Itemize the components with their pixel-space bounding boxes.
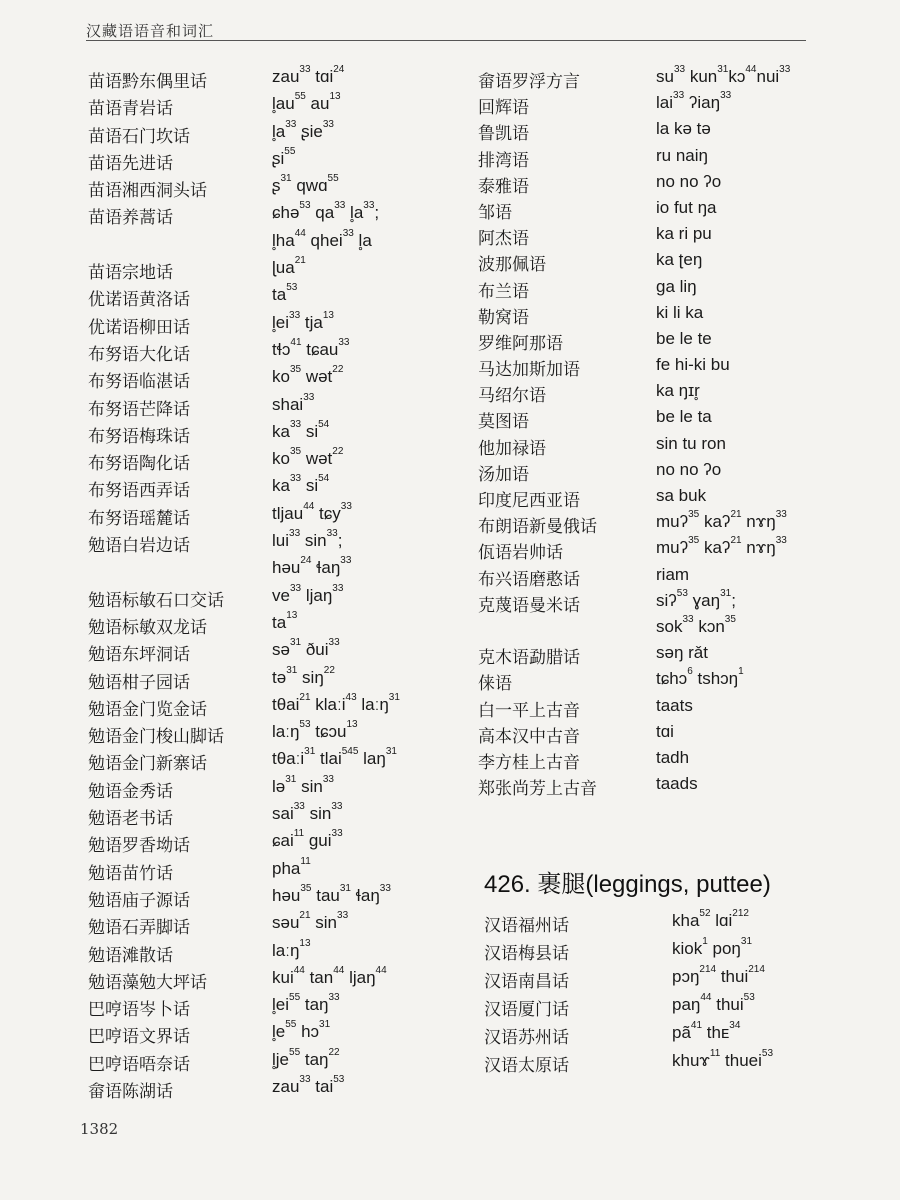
entry-row — [478, 771, 898, 800]
entry-language: 畲语罗浮方言 — [478, 72, 580, 92]
entry-form: $l̥ei^{33}$ tja$^{13}$ — [272, 309, 334, 332]
entry-form: ka ʈeŋ — [656, 250, 703, 270]
entry-language: 白一平上古音 — [478, 700, 580, 721]
entry-row — [88, 146, 448, 173]
entry-row — [478, 247, 898, 276]
entry-form: sin tu ron — [656, 433, 726, 453]
entry-form: tɬɔ$^{41}$ tɕau$^{33}$ — [272, 336, 350, 359]
entry-form: tθaːi$^{31}$ tlai$^{545}$ laŋ$^{31}$ — [272, 746, 397, 769]
entry-row — [478, 404, 898, 433]
entry-language: 泰雅语 — [478, 176, 529, 197]
entry-row — [88, 446, 448, 473]
entry-form: həu$^{35}$ tau$^{31}$ ɬaŋ$^{33}$ — [272, 882, 391, 905]
entry-row — [478, 745, 898, 771]
entry-language: 汉语南昌话 — [484, 972, 569, 992]
entry-form: səu$^{21}$ $\sin^{33}$ — [272, 910, 349, 933]
entry-row — [88, 1074, 448, 1101]
entry-row — [478, 64, 898, 90]
entry-form: kha$^{52}$ lɑi$^{212}$ — [672, 908, 749, 930]
entry-row — [88, 828, 448, 855]
entry-form: zau$^{33}$ tɑi$^{24}$ — [272, 64, 345, 86]
entry-language: 苗语养蒿话 — [88, 208, 173, 229]
entry-form: $ka^{33}$ $si^{54}$ — [272, 473, 330, 496]
entry-form: ka ri pu — [656, 224, 712, 244]
entry-form: $ta^{53}$ — [272, 282, 298, 305]
entry-form: no no ʔo — [656, 171, 722, 191]
entry-row — [88, 1047, 448, 1074]
entry-language: 勉语石弄脚话 — [88, 918, 190, 939]
entry-form: $ko^{35}$ wət$^{22}$ — [272, 446, 344, 469]
entry-form: pha$^{11}$ — [272, 855, 311, 878]
entry-row — [478, 221, 898, 250]
entry-row — [88, 938, 448, 965]
entry-row — [88, 692, 448, 719]
entry-row — [88, 501, 448, 528]
entry-row — [88, 910, 448, 937]
entry-form: taats — [656, 695, 693, 715]
entry-language: 苗语黔东偶里话 — [88, 72, 207, 92]
entry-form: ru naiŋ — [656, 145, 708, 165]
entry-language: 布努语瑶麓话 — [88, 508, 190, 529]
entry-language: 畲语陈湖话 — [88, 1081, 173, 1102]
entry-row — [88, 255, 448, 282]
entry-language: 布兴语磨憨话 — [478, 569, 580, 590]
entry-row — [88, 774, 448, 801]
entry-form: $l̥a^{33}$ ʂie$^{33}$ — [272, 118, 334, 141]
entry-form: tə$^{31}$ siŋ$^{22}$ — [272, 664, 335, 687]
entry-language: 布努语西弄话 — [88, 481, 190, 502]
entry-form: be le ta — [656, 407, 712, 427]
entry-language: 印度尼西亚语 — [478, 491, 580, 511]
entry-language: 李方桂上古音 — [478, 752, 580, 773]
entry-form: kiok$^1$ poŋ$^{31}$ — [672, 936, 753, 958]
entry-language: 汉语厦门话 — [484, 1000, 569, 1020]
entry-language: 罗维阿那语 — [478, 333, 563, 354]
entry-language: 优诺语柳田话 — [88, 317, 190, 338]
entry-language: 马绍尔语 — [478, 386, 546, 407]
entry-language: 勉语金门新寨话 — [88, 754, 207, 775]
entry-language: 勉语白岩边话 — [88, 536, 190, 557]
entry-form: $su^{33}$ kun$^{31}$kɔ$^{44}$nui$^{33}$ — [656, 64, 791, 86]
header-rule — [86, 40, 806, 41]
entry-form: paŋ$^{44}$ thui$^{53}$ — [672, 992, 755, 1014]
entry-form: sə$^{31}$ ðui$^{33}$ — [272, 637, 340, 660]
entry-row — [88, 637, 448, 664]
entry-language: 高本汉中古音 — [478, 726, 580, 747]
entry-row — [88, 965, 448, 992]
entry-form: ki li ka — [656, 302, 704, 322]
entry-row — [478, 562, 898, 588]
entry-form: tɕhɔ$^6$ tshɔŋ$^1$ — [656, 666, 744, 689]
entry-row — [88, 282, 448, 309]
entry-form: tθai$^{21}$ klaːi$^{43}$ laːŋ$^{31}$ — [272, 691, 400, 714]
entry-language: 勉语金门览金话 — [88, 699, 207, 720]
entry-row — [88, 364, 448, 391]
entry-language: 汉语梅县话 — [484, 944, 569, 964]
entry-language: 勒窝语 — [478, 307, 529, 328]
entry-language: 巴哼语岑卜话 — [88, 1000, 190, 1021]
entry-language: 莫图语 — [478, 412, 529, 433]
entry-row — [478, 666, 898, 695]
entry-row — [88, 200, 448, 227]
entry-row — [88, 473, 448, 500]
entry-row — [484, 992, 884, 1020]
entry-row — [88, 528, 448, 555]
entry-form: lə$^{31}$ $\sin^{33}$ — [272, 773, 334, 796]
entry-form: zau$^{33}$ tai$^{53}$ — [272, 1073, 345, 1096]
right-column — [478, 64, 898, 800]
entry-form: no no ʔo — [656, 459, 722, 479]
entry-row — [478, 352, 898, 381]
entry-language: 苗语青岩话 — [88, 99, 173, 120]
entry-form: ʂi$^{55}$ — [272, 145, 296, 168]
entry-form: khuɤ$^{11}$ thuei$^{53}$ — [672, 1048, 774, 1070]
entry-row — [88, 856, 448, 883]
entry-row — [88, 555, 448, 582]
entry-row — [88, 419, 448, 446]
entry-language: 波那佩语 — [478, 255, 546, 276]
entry-form: $ko^{35}$ wət$^{22}$ — [272, 364, 344, 387]
entry-language: 俫语 — [478, 674, 512, 695]
entry-form: tɑi — [656, 721, 674, 741]
entry-row — [478, 90, 898, 119]
entry-row — [478, 509, 898, 538]
entry-language: 巴哼语文界话 — [88, 1027, 190, 1048]
entry-form: lui$^{33}$ $\sin^{33}$; — [272, 528, 343, 551]
entry-form: $ve^{33}$ ljaŋ$^{33}$ — [272, 582, 344, 605]
entry-language: 勉语金门梭山脚话 — [88, 727, 224, 748]
entry-row — [88, 665, 448, 692]
entry-row — [478, 535, 898, 564]
entry-language: 阿杰语 — [478, 229, 529, 250]
section-entries — [484, 908, 884, 1076]
entry-row — [478, 195, 898, 221]
entry-row — [478, 483, 898, 509]
entry-language: 苗语先进话 — [88, 153, 173, 174]
entry-language: 克蔑语曼米话 — [478, 595, 580, 616]
entry-language: 巴哼语唔奈话 — [88, 1054, 190, 1075]
entry-language: 克木语勐腊话 — [478, 648, 580, 669]
entry-language: 他加禄语 — [478, 438, 546, 459]
entry-form: laːŋ$^{13}$ — [272, 937, 311, 960]
entry-form: taads — [656, 774, 698, 794]
entry-row — [478, 588, 898, 614]
entry-form: riam — [656, 564, 690, 584]
entry-row — [88, 610, 448, 637]
entry-form: $l̥ei^{55}$ taŋ$^{33}$ — [272, 992, 340, 1015]
entry-form: muʔ$^{35}$ kaʔ$^{21}$ nɤŋ$^{33}$ — [656, 535, 787, 558]
entry-language: 邹语 — [478, 202, 512, 223]
entry-language: 苗语湘西洞头话 — [88, 181, 207, 202]
entry-form: laːŋ$^{53}$ tɕɔu$^{13}$ — [272, 719, 358, 742]
entry-language: 布兰语 — [478, 281, 529, 302]
entry-row — [88, 801, 448, 828]
entry-row — [88, 583, 448, 610]
entry-form: sok$^{33}$ kɔn$^{35}$ — [656, 613, 736, 636]
entry-language: 佤语岩帅话 — [478, 543, 563, 564]
entry-form: $l̥ha^{44}$ qhei$^{33}$ l̥a — [272, 227, 372, 250]
entry-language: 汤加语 — [478, 464, 529, 485]
entry-language: 勉语庙子源话 — [88, 890, 190, 911]
entry-language: 排湾语 — [478, 150, 529, 171]
entry-language: 优诺语黄洛话 — [88, 290, 190, 311]
entry-row — [478, 143, 898, 169]
entry-language: 勉语标敏双龙话 — [88, 617, 207, 638]
entry-language: 苗语宗地话 — [88, 263, 173, 284]
entry-language: 勉语金秀话 — [88, 781, 173, 802]
entry-form: həu$^{24}$ ɬaŋ$^{33}$ — [272, 555, 352, 578]
entry-language: 勉语藻勉大坪话 — [88, 972, 207, 993]
entry-row — [88, 64, 448, 91]
entry-row — [478, 116, 898, 145]
entry-form: tadh — [656, 747, 690, 767]
entry-row — [478, 169, 898, 195]
entry-language: 勉语标敏石口交话 — [88, 590, 224, 611]
section-title: 426. 裹腿(leggings, puttee) — [484, 871, 771, 898]
entry-form: siʔ$^{53}$ ɣaŋ$^{31}$; — [656, 587, 736, 610]
entry-form: ʂ$^{31}$ qwɑ$^{55}$ — [272, 173, 339, 196]
entry-form: io fut ŋa — [656, 197, 717, 217]
page-number: 1382 — [80, 1120, 119, 1138]
entry-form: tljau$^{44}$ tɕy$^{33}$ — [272, 500, 352, 523]
entry-form: $l̥je^{55}$ taŋ$^{22}$ — [272, 1046, 340, 1069]
entry-row — [88, 91, 448, 118]
entry-row — [88, 173, 448, 200]
entry-language: 苗语石门坎话 — [88, 126, 190, 147]
entry-language: 汉语苏州话 — [484, 1028, 569, 1048]
entry-form: sa buk — [656, 486, 707, 505]
entry-row — [88, 883, 448, 910]
entry-row — [88, 228, 448, 255]
entry-row — [478, 326, 898, 352]
entry-row — [484, 936, 884, 964]
entry-row — [484, 1048, 884, 1076]
entry-form: ɭua$^{21}$ — [272, 255, 306, 278]
entry-language: 布努语临湛话 — [88, 372, 190, 393]
entry-row — [88, 746, 448, 773]
entry-language: 汉语福州话 — [484, 916, 569, 936]
entry-row — [478, 457, 898, 483]
entry-row — [478, 719, 898, 745]
entry-row — [88, 992, 448, 1019]
entry-form: $pã^{41}$ thᴇ$^{34}$ — [672, 1020, 741, 1042]
entry-row — [88, 310, 448, 337]
entry-form: lai$^{33}$ ʔiaŋ$^{33}$ — [656, 90, 732, 113]
entry-row — [484, 1020, 884, 1048]
entry-language: 勉语老书话 — [88, 809, 173, 830]
entry-row — [478, 378, 898, 407]
entry-form: shai$^{33}$ — [272, 391, 315, 414]
entry-form: sai$^{33}$ $\sin^{33}$ — [272, 801, 343, 824]
entry-form: ga liŋ — [656, 276, 697, 296]
entry-form: la kə tə — [656, 119, 711, 139]
entry-row — [478, 693, 898, 719]
entry-row — [478, 640, 898, 669]
entry-row — [478, 431, 898, 457]
entry-form: ɕai$^{11}$ gui$^{33}$ — [272, 828, 343, 851]
entry-row — [478, 300, 898, 326]
entry-form: fe hi-ki bu — [656, 355, 730, 375]
entry-form: be le te — [656, 328, 712, 348]
entry-form: $ta^{13}$ — [272, 609, 298, 632]
entry-row — [88, 119, 448, 146]
entry-row — [88, 392, 448, 419]
entry-language: 布努语梅珠话 — [88, 426, 190, 447]
entry-language: 勉语柑子园话 — [88, 672, 190, 693]
entry-language: 勉语滩散话 — [88, 945, 173, 966]
entry-row — [478, 614, 898, 640]
entry-form: ka ŋɪr̥ — [656, 381, 700, 401]
entry-form: $l̥au^{55}$ $au^{13}$ — [272, 91, 341, 114]
entry-form: muʔ$^{35}$ kaʔ$^{21}$ nɤŋ$^{33}$ — [656, 509, 787, 532]
entry-row — [88, 1019, 448, 1046]
entry-language: 郑张尚芳上古音 — [478, 779, 597, 800]
entry-language: 布努语大化话 — [88, 344, 190, 365]
running-head: 汉藏语语音和词汇 — [86, 22, 215, 40]
entry-row — [478, 274, 898, 300]
entry-form: pɔŋ$^{214}$ thui$^{214}$ — [672, 964, 765, 986]
entry-language: 勉语东坪洞话 — [88, 645, 190, 666]
entry-row — [484, 908, 884, 936]
entry-form: ɕhə$^{53}$ $qa^{33}$ $l̥a^{33}$; — [272, 200, 380, 223]
entry-row — [484, 964, 884, 992]
entry-language: 布朗语新曼俄话 — [478, 517, 597, 538]
entry-form: kui$^{44}$ $\tan^{44}$ ljaŋ$^{44}$ — [272, 964, 387, 987]
entry-form: $l̥e^{55}$ hɔ$^{31}$ — [272, 1019, 331, 1042]
entry-form: $ka^{33}$ $si^{54}$ — [272, 418, 330, 441]
entry-row — [88, 337, 448, 364]
entry-language: 布努语陶化话 — [88, 454, 190, 475]
entry-language: 勉语苗竹话 — [88, 863, 173, 884]
entry-language: 回辉语 — [478, 98, 529, 119]
entry-language: 汉语太原话 — [484, 1056, 569, 1076]
entry-language: 鲁凯语 — [478, 124, 529, 145]
entry-form: səŋ rǎt — [656, 643, 708, 663]
entry-row — [88, 719, 448, 746]
left-column — [88, 64, 448, 1101]
entry-language: 马达加斯加语 — [478, 360, 580, 381]
entry-language: 布努语芒降话 — [88, 399, 190, 420]
entry-language: 勉语罗香坳话 — [88, 836, 190, 857]
